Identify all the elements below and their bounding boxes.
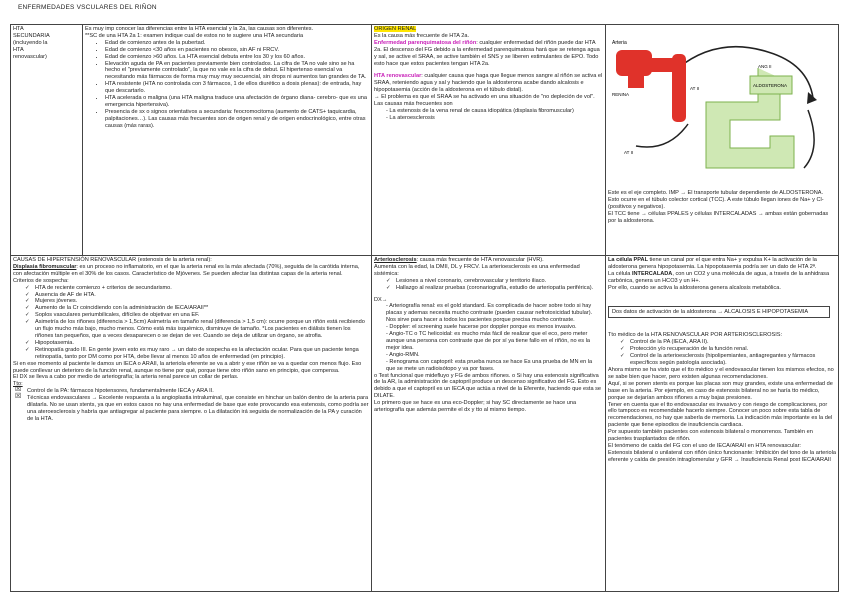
criteria-list bbox=[85, 40, 369, 130]
page-title: ENFERMEDADES VSCULARES DEL RIÑON bbox=[18, 4, 157, 11]
list-item: ✓ Control de la arterioesclerosis (hipolipemiantes, antiagregantes y fármacos específicos según patología asociada). bbox=[630, 353, 836, 367]
treatment-list bbox=[608, 339, 836, 367]
body-text: : causa más frecuente de HTA renovascular (HVR). bbox=[416, 257, 544, 263]
section-label-line: (incluyendo la bbox=[13, 39, 48, 46]
diagram-label: ALDOSTERONA bbox=[753, 83, 788, 88]
body-text: : cualquier enfermedad del riñón puede dar HTA 2a. El descenso del FG debido a la enfermedad parenquimatosa hará que se retenga agua y sal, se active el SRAA, se active también el SNS y se liberen estimulantes de EPO. Todo esto hace que estos pacientes tengan HTA 2a. bbox=[374, 39, 600, 67]
list-item: • HTA resistente (HTA no controlada con 3 fármacos, 1 de ellos diurético a dosis plenas): de entrada, hay que descartarlo. bbox=[105, 81, 369, 95]
notes-table bbox=[10, 24, 839, 592]
aldosterone-diagram bbox=[608, 28, 836, 184]
list-item: - Doppler: el screening suele hacerse por doppler porque es menos invasivo. bbox=[386, 324, 603, 331]
diagram-label: AT II bbox=[624, 150, 634, 155]
body-text: Aumenta con la edad, la DMII, DL y FRCV. La arterioesclerosis es una enfermedad sistémica: bbox=[374, 263, 580, 277]
diagram-label: AT II bbox=[690, 86, 700, 91]
artery-shape bbox=[672, 54, 686, 122]
list-item: ✓ Hipopotasemia. bbox=[35, 340, 369, 347]
causas-cell bbox=[11, 256, 372, 592]
causes-list bbox=[374, 108, 603, 122]
term-label: Enfermedad parenquimatosa del riñón bbox=[374, 39, 477, 46]
list-item: • HTA acelerada o maligna (una HTA maligna traduce una afectación de órgano diana- cerebro- que es una emergencia hipertensiva). bbox=[105, 95, 369, 109]
body-text: DX→ bbox=[374, 296, 388, 303]
list-item: ✓ HTA de reciente comienzo + criterios de secundarismo. bbox=[35, 285, 369, 292]
term-label: INTERCALADA bbox=[631, 270, 673, 277]
body-text: Estenosis bilateral o unilateral con riñón único funcionante: Inhibición del tono de la arteriola eferente y caída de presión intraglomerular y GFR → Insuficiencia Renal post IECA/ARAII bbox=[608, 449, 836, 463]
body-text: Criterios de sospecha: bbox=[13, 277, 69, 284]
term-label: La célula PPAL bbox=[608, 257, 648, 263]
curved-arrow bbox=[804, 110, 814, 168]
list-item: - Arteriografía renal: es el gold standard. Es complicada de hacer sobre todo si hay placas y ademas necesita mucho contraste (pueden causar nefrotoxicidad tubular). Nos sirve para hacer a todos los pacientes porque precisa mucho contraste. bbox=[386, 303, 603, 324]
body-text: Lo primero que se hace es una eco-Doppler; si hay SC directamente se hace una arteriografía que además permite el dx y tto al mismo tiempo. bbox=[374, 400, 577, 414]
list-item: • Edad de comienzo antes de la pubertad. bbox=[105, 40, 369, 47]
section-heading: CAUSAS DE HIPERTENSIÓN RENOVASCULAR (estenosis de la arteria renal): bbox=[13, 257, 212, 263]
body-text: Este es el eje completo. IMP → El transporte tubular dependiente de ALDOSTERONA. bbox=[608, 190, 824, 196]
body-text: Aquí, si se ponen stents es porque las placas son muy grandes, existe una enfermedad de base en la arteria. Por ejemplo, en caso de estenosis bilateral no se haría tto médico, porque se dejarían ambos riñones a muy bajas presiones. bbox=[608, 380, 833, 401]
table-row bbox=[11, 256, 839, 592]
body-text: Tto: bbox=[13, 381, 23, 388]
section-label-line: renovascular) bbox=[13, 53, 47, 60]
list-item: ✓ Soplos vasculares periumbilicales, difíciles de objetivar en una EF. bbox=[35, 312, 369, 319]
list-item: - La estenosis de la vena renal de causa idiopática (displasia fibromuscular) bbox=[386, 108, 603, 115]
body-text: Tener en cuenta que el tto endovascular es invasivo y con riesgo de complicaciones, por ello tampoco es recomendable hacerlo siempre. Conocer un poco sobre esta tabla de recomendaciones, no hay que saberla de memoria. La indicación más importante es la del paciente que tiene episodios de insuficiencia cardiaca. bbox=[608, 401, 833, 429]
arteriosclerosis-cell bbox=[372, 256, 606, 592]
dx-list bbox=[374, 303, 603, 372]
list-item: - Angio-TC o TC helicoidal: es mucho más fácil de realizar que el eco, pero meter aunque una persona con contraste que de por sí ya tiene fallo en el riñón, no es la mejor idea. bbox=[386, 331, 603, 352]
section-label-line: SECUNDARIA bbox=[13, 32, 50, 39]
list-item: • Elevación aguda de PA en pacientes previamente bien controlados. La cifra de TA no vale sino se ha hecho el "previamente controlado", la que no vale es la cifra de debut. El hipertenso esencial va necesitando más fármacos de forma muy muy muy secuencial, sin drops ni aumentos tan grandes de TA. bbox=[105, 61, 369, 82]
list-item: ✓ Aumento de la Cr coincidiendo con la administración de IECA/ARAII** bbox=[35, 305, 369, 312]
list-item: • Edad de comienzo >60 años. La HTA esencial debuta entre los 30 y los 60 años. bbox=[105, 54, 369, 61]
list-item: - Angio-RMN. bbox=[386, 352, 603, 359]
list-item: ✓ Mujeres jóvenes. bbox=[35, 298, 369, 305]
term-label: Displasia fibromuscular bbox=[13, 263, 77, 270]
body-text: Si en ese momento al paciente le damos un IECA o ARAII, la arteriola eferente se va a abrir y ese riñón se va a quedar con menos flujo. Eso puede conllevar un deterioro de la función renal, aunque no tiene por qué, porque tiene otro riñón sano en principio, que compensa. bbox=[13, 360, 362, 374]
table-row bbox=[11, 25, 839, 256]
list-item: ✓ Hallazgo al realizar pruebas (coronariografía, estudio de arteriopatía periférica). bbox=[396, 285, 603, 292]
body-text: Las causas más frecuentes son bbox=[374, 101, 453, 108]
hta-secundaria-cell bbox=[83, 25, 372, 256]
list-item: • Presencia de sx o signos orientativos a secundaria: feocromocitoma (aumento de CATS+ taquicardia, palpitaciones…). Las causas más frecuentes son de origen renal y de origen endocrinológico, entre otras causas (más raras). bbox=[105, 109, 369, 130]
body-text: Dos datos de activación de la aldosterona → ALCALOSIS E HIPOPOTASEMIA bbox=[612, 308, 809, 315]
diagram-cell bbox=[606, 25, 839, 256]
list-item: - La ateroesclerosis bbox=[386, 115, 603, 122]
criteria-list bbox=[13, 285, 369, 361]
body-text: El TCC tiene → células PPALES y células INTERCALADAS → ambas están gobernadas por la aldosterona. bbox=[608, 210, 829, 224]
body-text: : cualquier causa que haga que llegue menos sangre al riñón se activa el SRAA, reteniendo agua y sal y haciendo que la aldosterona acabe dando alcalosis e hipopotasemia (acción de la aldosterona en el túbulo distal). bbox=[374, 73, 603, 94]
body-text: El tenómeno de caida del FG con el uso de IECA/ARAII en HTA renovascular: bbox=[608, 442, 801, 449]
body-text: : es un proceso no inflamatorio, en el que la arteria renal es la más afectada (70%), seguida de la carótida interna, con afectación múltiple en el 30% de los casos. Característico de Mjóvenes. Se pueden afectar las distintas capas de la arteria renal. bbox=[13, 263, 360, 277]
diagram-label: ANG II bbox=[758, 64, 772, 69]
list-item: ☒ Control de la PA: fármacos hipotensores, fundamentalmente IECA y ARA II. bbox=[27, 388, 369, 395]
celulas-cell bbox=[606, 256, 839, 592]
diagram-label: RENINA bbox=[612, 92, 630, 97]
findings-list bbox=[374, 278, 603, 292]
term-label: HTA renovascular bbox=[374, 73, 422, 80]
body-text: → El problema es que el SRAA se ha activado en una situación de "no depleción de vol". bbox=[374, 94, 595, 101]
body-text: El DX se lleva a cabo por medio de arteriografía; la arteria renal parece un collar de perlas. bbox=[13, 374, 239, 381]
section-label-cell bbox=[11, 25, 83, 256]
intro-text: Es muy imp conocer las diferencias entre la HTA esencial y la 2a, las causas son diferentes. bbox=[85, 26, 314, 32]
body-text: Por ello, cuando se activa la aldosterona genera alcalosis metabólica. bbox=[608, 284, 781, 291]
origen-renal-cell bbox=[372, 25, 606, 256]
body-text: , con un CO2 y una molécula de agua, a través de la anhidrasa carbónica, genera un HCO3 y un H+. bbox=[608, 270, 830, 284]
list-item: - Renograma con captopril: esta prueba nunca se hace Es una prueba de MN en la que se mete un radioisótopo y va por fases. bbox=[386, 359, 603, 373]
aldosterone-diagram-svg bbox=[608, 28, 834, 184]
section-heading: Tto médico de la HTA RENOVASCULAR POR ARTERIOSCLEROSIS: bbox=[608, 332, 783, 339]
body-text: Esto ocurre en el túbulo colector cortical (TCC). A este túbulo llegan iones de Na+ y Cl- (positivos y negativos). bbox=[608, 196, 824, 210]
list-item: ✓ Protección y/o recuperación de la función renal. bbox=[630, 346, 836, 353]
section-label-line: HTA bbox=[13, 26, 24, 32]
treatment-list bbox=[13, 388, 369, 423]
list-item: ✓ Lesiones a nivel coronario, cerebrovascular y territorio iliaco. bbox=[396, 278, 603, 285]
intro-text: **SC de una HTA 2a 1: examen indique cual de estos no te sugiere una HTA secundaria bbox=[85, 32, 304, 39]
diagram-label: Arteria bbox=[612, 40, 627, 46]
list-item: • Edad de comienzo <30 años en pacientes no obesos, sin AF ni FRCV. bbox=[105, 47, 369, 54]
section-label-line: HTA bbox=[13, 46, 24, 53]
section-heading: ORIGEN RENAL bbox=[374, 26, 417, 32]
body-text: Ahora mismo se ha visto que el tto médico y el endovascular tienen los mismos efectos, no se sabe bien que hacer, pero existen algunas recomendaciones. bbox=[608, 366, 834, 380]
list-item: ✓ Ausencia de AF de HTA. bbox=[35, 292, 369, 299]
body-text: Por supuesto también pacientes con estenosis bilateral o monorrenos. También en pacientes trasplantados de riñón. bbox=[608, 429, 813, 443]
term-label: Arteriosclerosis bbox=[374, 257, 417, 263]
list-item: ✓ Retinopatía grado III. En gente joven esto es muy raro → un dato de sospecha es la afectación ocular. Para que un paciente tenga retinopatía, tanto por DM como por HTA, debe llevar al menos 10 años de enfermedad (en principio). bbox=[35, 347, 369, 361]
body-text: tiene un canal por el que entra Na+ y expulsa K+ la activación de la aldosterona genera hipopotasemia. La hipopotasemia podría ser un dato de HTA 2ª. bbox=[608, 257, 817, 270]
body-text: Es la causa más frecuente de HTA 2a. bbox=[374, 32, 470, 39]
list-item: ✓ Control de la PA (IECA, ARA II). bbox=[630, 339, 836, 346]
list-item: ☒ Técnicas endovasculares → Excelente respuesta a la angioplastia intraluminal, que consiste en hinchar un balón dentro de la arteria para dilatarla. No se usan stents, ya que en estos casos no hay una enfermedad de base que este provocando esa estenosis, como podría ser una ateroesclerosis y habría que antiagregar al paciente para siempre. o La dilatación irá seguida de normalización de la PA y curación de la HTA. bbox=[27, 395, 369, 423]
curved-arrow bbox=[636, 124, 688, 147]
body-text: La célula bbox=[608, 270, 632, 277]
artery-shape bbox=[628, 72, 644, 88]
key-point-box bbox=[608, 306, 830, 319]
body-text: o Test funcional que midefluyo y FG de ambos riñones. o Si hay una estenosis significativa de la AR, la administración de captopril produce un descenso significativo del FG. Esto es debido a que el captopril es un IECA que actúa a nivel de la Eferente, haciendo que esta se DILATE. bbox=[374, 372, 602, 400]
list-item: ✓ Asimetría de los riñones (diferencia > 1,5cm) Asimetría en tamaño renal (diferencia > 1,5 cm): ocurre porque un riñón está recibiendo un flujo mucho más bajo, mucho menos. Cómo está más isquémico, disminuye de tamaño. *Los pacientes en diálisis tienen los riñones tan pequeños, que a veces desaparecen o se dejan de ver. Cuando se deja de utilizar un órgano, se atrofia. bbox=[35, 319, 369, 340]
